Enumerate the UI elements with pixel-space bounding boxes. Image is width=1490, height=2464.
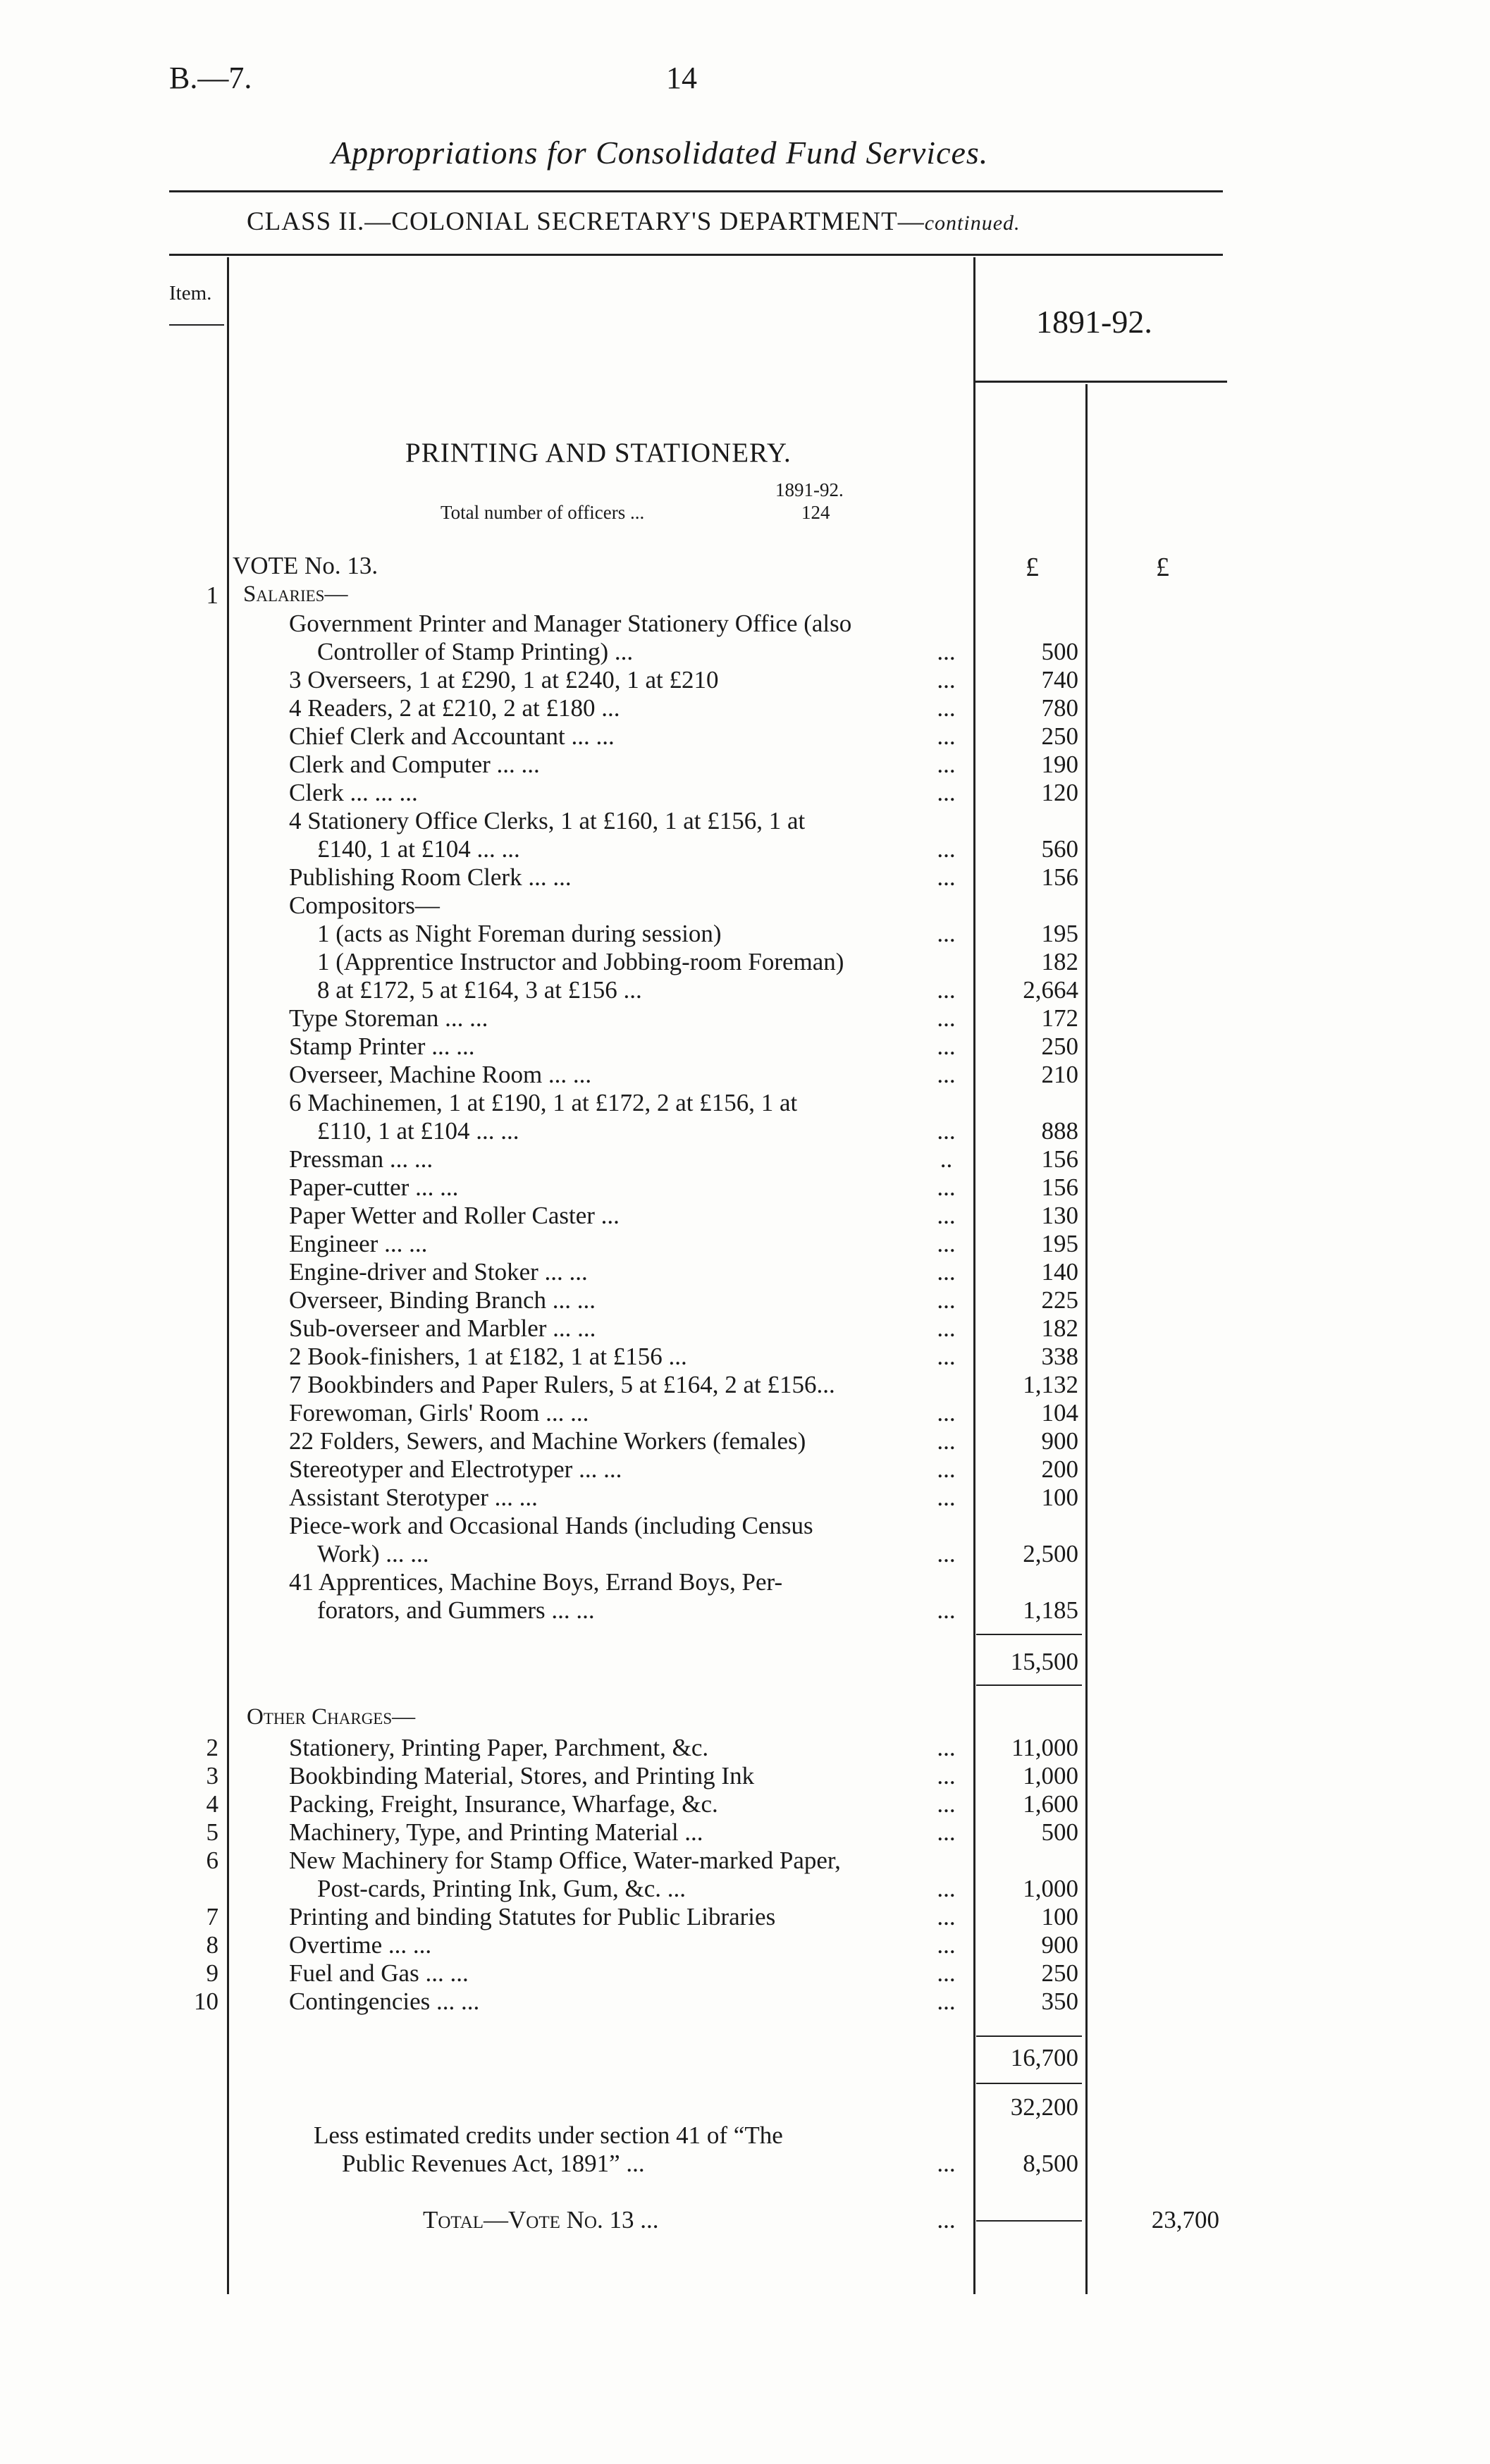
salary-row [0, 1033, 1490, 1061]
line-amount: 156 [1041, 1174, 1078, 1201]
line-text: Post-cards, Printing Ink, Gum, &c. ... [317, 1875, 686, 1902]
line-text: Packing, Freight, Insurance, Wharfage, &c. [289, 1790, 718, 1818]
dot-leader: ... [937, 1540, 956, 1567]
dot-leader: ... [937, 1061, 956, 1088]
salary-row [0, 1399, 1490, 1427]
other-charge-row [0, 1903, 1490, 1931]
line-text: 3 Overseers, 1 at £290, 1 at £240, 1 at £210 [289, 666, 719, 694]
line-text: 1 (Apprentice Instructor and Jobbing-room Foreman) [317, 948, 844, 975]
line-text: 22 Folders, Sewers, and Machine Workers (females) [289, 1427, 806, 1455]
salary-row [0, 1089, 1490, 1117]
line-amount: 560 [1041, 835, 1078, 863]
dot-leader: ... [937, 1258, 956, 1286]
salary-row [0, 1258, 1490, 1286]
salary-row [0, 1061, 1490, 1089]
line-amount: 195 [1041, 920, 1078, 947]
item-number: 4 [206, 1790, 218, 1818]
line-amount: 1,132 [1023, 1371, 1078, 1398]
dot-leader: ... [937, 1033, 956, 1060]
salary-row [0, 1540, 1490, 1568]
line-amount: 2,664 [1023, 976, 1078, 1004]
dot-leader: .. [940, 1145, 953, 1173]
salary-row [0, 948, 1490, 976]
line-text: New Machinery for Stamp Office, Water-marked Paper, [289, 1847, 841, 1874]
salary-row [0, 751, 1490, 779]
salary-row [0, 666, 1490, 694]
dot-leader: ... [937, 638, 956, 665]
item-number: 2 [206, 1734, 218, 1761]
line-amount: 2,500 [1023, 1540, 1078, 1567]
line-text: Paper Wetter and Roller Caster ... [289, 1202, 620, 1229]
salary-row [0, 1314, 1490, 1343]
dot-leader: ... [937, 1427, 956, 1455]
line-text: 4 Stationery Office Clerks, 1 at £160, 1 at £156, 1 at [289, 807, 806, 834]
line-amount: 182 [1041, 948, 1078, 975]
page-number: 14 [666, 61, 697, 95]
line-amount: 130 [1041, 1202, 1078, 1229]
line-amount: 190 [1041, 751, 1078, 778]
line-amount: 225 [1041, 1286, 1078, 1314]
dot-leader: ... [937, 1484, 956, 1511]
salary-row [0, 1286, 1490, 1314]
item-underline [169, 324, 224, 326]
line-text: 7 Bookbinders and Paper Rulers, 5 at £164, 2 at £156... [289, 1371, 835, 1398]
salary-row [0, 638, 1490, 666]
dot-leader: ... [937, 1314, 956, 1342]
line-amount: 100 [1041, 1903, 1078, 1930]
line-text: Contingencies ... ... [289, 1988, 480, 2015]
salary-row [0, 1427, 1490, 1455]
item-number: 1 [206, 581, 218, 609]
dot-leader: ... [937, 976, 956, 1004]
dot-leader: ... [937, 1117, 956, 1145]
line-text: Compositors— [289, 892, 440, 919]
line-amount: 120 [1041, 779, 1078, 806]
line-amount: 888 [1041, 1117, 1078, 1145]
line-text: Forewoman, Girls' Room ... ... [289, 1399, 589, 1427]
line-text: Work) ... ... [317, 1540, 429, 1567]
line-text: Stationery, Printing Paper, Parchment, &c. [289, 1734, 709, 1761]
line-text: Printing and binding Statutes for Public Libraries [289, 1903, 776, 1930]
line-text: Stereotyper and Electrotyper ... ... [289, 1455, 622, 1483]
line-amount: 172 [1041, 1004, 1078, 1032]
line-amount: 1,000 [1023, 1762, 1078, 1790]
dot-leader: ... [937, 1596, 956, 1624]
line-amount: 1,600 [1023, 1790, 1078, 1818]
vote-label: VOTE No. 13. [233, 552, 378, 579]
salaries-subtotal-rule [976, 1634, 1082, 1635]
line-amount: 156 [1041, 1145, 1078, 1173]
year-column-header: 1891-92. [1036, 304, 1152, 340]
line-text: Fuel and Gas ... ... [289, 1959, 469, 1987]
line-text: Engineer ... ... [289, 1230, 428, 1257]
dot-leader: ... [937, 1004, 956, 1032]
dot-leader: ... [937, 1455, 956, 1483]
line-amount: 1,185 [1023, 1596, 1078, 1624]
year-rule [973, 381, 1227, 383]
salary-row [0, 1343, 1490, 1371]
line-text: 2 Book-finishers, 1 at £182, 1 at £156 ... [289, 1343, 687, 1370]
line-amount: 900 [1041, 1427, 1078, 1455]
line-text: Clerk and Computer ... ... [289, 751, 540, 778]
officers-year: 1891-92. [775, 479, 844, 500]
salary-row [0, 1596, 1490, 1625]
item-number: 3 [206, 1762, 218, 1790]
other-charge-row [0, 1988, 1490, 2016]
dot-leader: ... [937, 666, 956, 694]
salary-row [0, 1004, 1490, 1033]
other-subtotal-rule [976, 2035, 1082, 2037]
line-amount: 11,000 [1011, 1734, 1078, 1761]
pound-sign-right: £ [1156, 553, 1169, 582]
salary-row [0, 722, 1490, 751]
dot-leader: ... [937, 1230, 956, 1257]
dot-leader: ... [937, 1399, 956, 1427]
item-number: 8 [206, 1931, 218, 1959]
line-amount: 182 [1041, 1314, 1078, 1342]
line-text: Publishing Room Clerk ... ... [289, 863, 572, 891]
salary-row [0, 1230, 1490, 1258]
line-text: £110, 1 at £104 ... ... [317, 1117, 519, 1145]
salary-row [0, 1174, 1490, 1202]
line-text: Pressman ... ... [289, 1145, 433, 1173]
vote-total-label: Total—Vote No. 13 ... [423, 2206, 659, 2234]
vote-total-amount: 23,700 [1151, 2206, 1219, 2234]
salary-row [0, 694, 1490, 722]
line-amount: 250 [1041, 1033, 1078, 1060]
dot-leader: ... [937, 920, 956, 947]
other-charge-row [0, 1762, 1490, 1790]
other-total-rule [976, 2083, 1082, 2084]
line-amount: 1,000 [1023, 1875, 1078, 1902]
document-reference: B.—7. [169, 61, 252, 95]
item-column-header: Item. [169, 282, 212, 304]
other-charges-heading: Other Charges— [247, 1704, 416, 1730]
other-charge-row [0, 1847, 1490, 1875]
item-number: 7 [206, 1903, 218, 1930]
line-text: Overtime ... ... [289, 1931, 432, 1959]
salary-row [0, 1484, 1490, 1512]
pound-sign-left: £ [1026, 553, 1039, 582]
salary-row [0, 976, 1490, 1004]
line-amount: 338 [1041, 1343, 1078, 1370]
salary-row [0, 1145, 1490, 1174]
line-text: Assistant Sterotyper ... ... [289, 1484, 538, 1511]
officers-label: Total number of officers ... [441, 502, 645, 523]
dot-leader: ... [937, 1174, 956, 1201]
line-amount: 250 [1041, 722, 1078, 750]
vote-total-leader: ... [937, 2206, 956, 2234]
less-credits-leader: ... [937, 2150, 956, 2177]
dot-leader: ... [937, 1818, 956, 1846]
less-credits-line2: Public Revenues Act, 1891” ... [342, 2150, 645, 2177]
vote-total-rule [976, 2220, 1082, 2222]
dot-leader: ... [937, 1931, 956, 1959]
line-text: Bookbinding Material, Stores, and Printing Ink [289, 1762, 755, 1790]
line-amount: 250 [1041, 1959, 1078, 1987]
line-amount: 195 [1041, 1230, 1078, 1257]
line-text: Chief Clerk and Accountant ... ... [289, 722, 615, 750]
line-text: 4 Readers, 2 at £210, 2 at £180 ... [289, 694, 620, 722]
line-text: Overseer, Binding Branch ... ... [289, 1286, 596, 1314]
line-amount: 500 [1041, 638, 1078, 665]
less-credits-line1: Less estimated credits under section 41 of “The [314, 2121, 783, 2149]
other-charge-row [0, 1734, 1490, 1762]
salaries-total: 15,500 [1010, 1648, 1078, 1675]
section-title: PRINTING AND STATIONERY. [405, 438, 792, 468]
line-text: 8 at £172, 5 at £164, 3 at £156 ... [317, 976, 642, 1004]
top-rule [169, 190, 1223, 192]
salary-row [0, 1371, 1490, 1399]
dot-leader: ... [937, 863, 956, 891]
other-charge-row [0, 1875, 1490, 1903]
dot-leader: ... [937, 1903, 956, 1930]
salary-row [0, 610, 1490, 638]
line-amount: 500 [1041, 1818, 1078, 1846]
dot-leader: ... [937, 1988, 956, 2015]
line-text: 41 Apprentices, Machine Boys, Errand Boys, Per- [289, 1568, 783, 1596]
salary-row [0, 1117, 1490, 1145]
line-amount: 104 [1041, 1399, 1078, 1427]
salary-row [0, 1455, 1490, 1484]
salary-row [0, 807, 1490, 835]
dot-leader: ... [937, 1286, 956, 1314]
line-text: Engine-driver and Stoker ... ... [289, 1258, 588, 1286]
item-number: 10 [194, 1988, 218, 2015]
line-text: £140, 1 at £104 ... ... [317, 835, 520, 863]
dot-leader: ... [937, 751, 956, 778]
other-charge-row [0, 1790, 1490, 1818]
other-total: 16,700 [1010, 2044, 1078, 2071]
less-credits-amount: 8,500 [1023, 2150, 1078, 2177]
line-text: Machinery, Type, and Printing Material ... [289, 1818, 703, 1846]
page-subtitle: Appropriations for Consolidated Fund Services. [331, 135, 989, 171]
line-amount: 140 [1041, 1258, 1078, 1286]
line-text: Paper-cutter ... ... [289, 1174, 459, 1201]
line-text: 6 Machinemen, 1 at £190, 1 at £172, 2 at £156, 1 at [289, 1089, 798, 1116]
line-text: Overseer, Machine Room ... ... [289, 1061, 592, 1088]
line-amount: 780 [1041, 694, 1078, 722]
salary-row [0, 835, 1490, 863]
salary-row [0, 920, 1490, 948]
salary-row [0, 892, 1490, 920]
line-text: forators, and Gummers ... ... [317, 1596, 595, 1624]
line-amount: 156 [1041, 863, 1078, 891]
line-text: Type Storeman ... ... [289, 1004, 488, 1032]
salary-row [0, 1512, 1490, 1540]
line-amount: 900 [1041, 1931, 1078, 1959]
line-amount: 740 [1041, 666, 1078, 694]
line-text: Stamp Printer ... ... [289, 1033, 475, 1060]
dot-leader: ... [937, 1202, 956, 1229]
gross-total: 32,200 [1010, 2093, 1078, 2121]
dot-leader: ... [937, 1762, 956, 1790]
dot-leader: ... [937, 1790, 956, 1818]
line-text: Controller of Stamp Printing) ... [317, 638, 634, 665]
salary-row [0, 1202, 1490, 1230]
line-text: Piece-work and Occasional Hands (including Census [289, 1512, 813, 1539]
salaries-total-rule [976, 1684, 1082, 1686]
line-amount: 100 [1041, 1484, 1078, 1511]
salary-row [0, 779, 1490, 807]
class-heading: CLASS II.—COLONIAL SECRETARY'S DEPARTMENT—continued. [247, 207, 1021, 236]
salaries-heading: Salaries— [243, 581, 348, 607]
line-text: Government Printer and Manager Stationery Office (also [289, 610, 852, 637]
line-text: 1 (acts as Night Foreman during session) [317, 920, 722, 947]
line-amount: 200 [1041, 1455, 1078, 1483]
dot-leader: ... [937, 1343, 956, 1370]
class-rule [169, 254, 1223, 256]
salary-row [0, 863, 1490, 892]
dot-leader: ... [937, 1959, 956, 1987]
other-charge-row [0, 1959, 1490, 1988]
dot-leader: ... [937, 1734, 956, 1761]
dot-leader: ... [937, 835, 956, 863]
line-amount: 210 [1041, 1061, 1078, 1088]
officers-count: 124 [801, 502, 830, 523]
item-number: 6 [206, 1847, 218, 1874]
salary-row [0, 1568, 1490, 1596]
line-text: Clerk ... ... ... [289, 779, 418, 806]
item-number: 9 [206, 1959, 218, 1987]
line-text: Sub-overseer and Marbler ... ... [289, 1314, 596, 1342]
dot-leader: ... [937, 722, 956, 750]
line-amount: 350 [1041, 1988, 1078, 2015]
item-number: 5 [206, 1818, 218, 1846]
salary-row [0, 581, 1490, 610]
other-charge-row [0, 1818, 1490, 1847]
dot-leader: ... [937, 1875, 956, 1902]
dot-leader: ... [937, 779, 956, 806]
other-charge-row [0, 1931, 1490, 1959]
dot-leader: ... [937, 694, 956, 722]
